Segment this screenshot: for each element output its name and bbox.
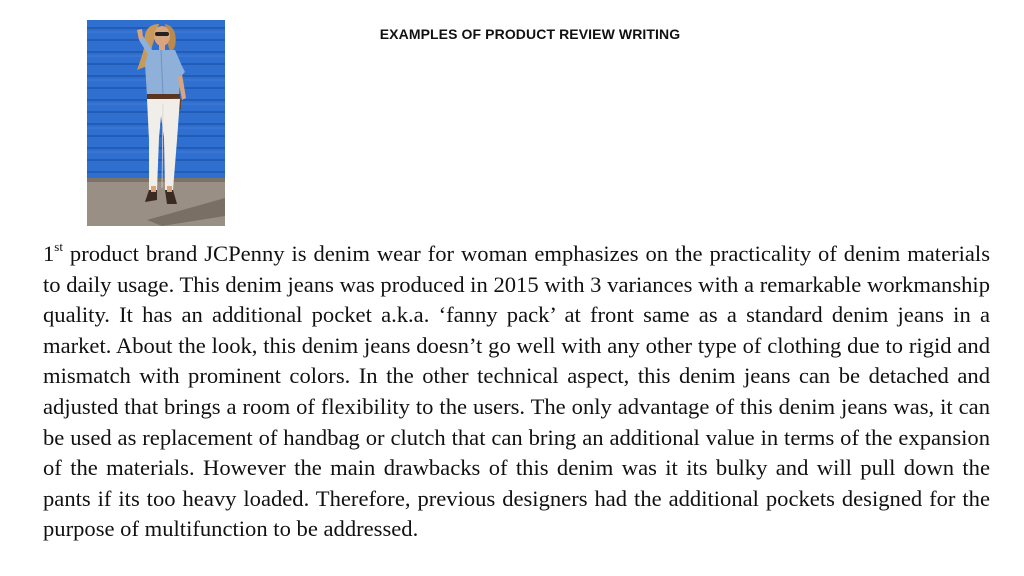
- product-photo: [87, 20, 225, 226]
- review-paragraph: [43, 239, 990, 545]
- review-ordinal-suffix: st: [54, 239, 63, 255]
- slide-title: EXAMPLES OF PRODUCT REVIEW WRITING: [379, 26, 681, 42]
- woman-in-white-jeans-photo-icon: [87, 20, 225, 226]
- review-ordinal-number: 1: [43, 241, 55, 266]
- review-text: product brand JCPenny is denim wear for woman emphasizes on the practicality of denim materials to daily usage. This denim jeans was produced in 2015 with 3 variances with a remarkable workmanship quality. It has an additional pocket a.k.a. ‘fanny pack’ at front same as a standard denim jeans in a market. About the look, this denim jeans doesn’t go well with any other type of clothing due to rigid and mismatch with prominent colors. In the other technical aspect, this denim jeans can be detached and adjusted that brings a room of flexibility to the users. The only advantage of this denim jeans was, it can be used as replacement of handbag or clutch that can bring an additional value in terms of the expansion of the materials. However the main drawbacks of this denim was it its bulky and will pull down the pants if its too heavy loaded. Therefore, previous designers had the additional pockets designed for the purpose of multifunction to be addressed.: [43, 241, 990, 542]
